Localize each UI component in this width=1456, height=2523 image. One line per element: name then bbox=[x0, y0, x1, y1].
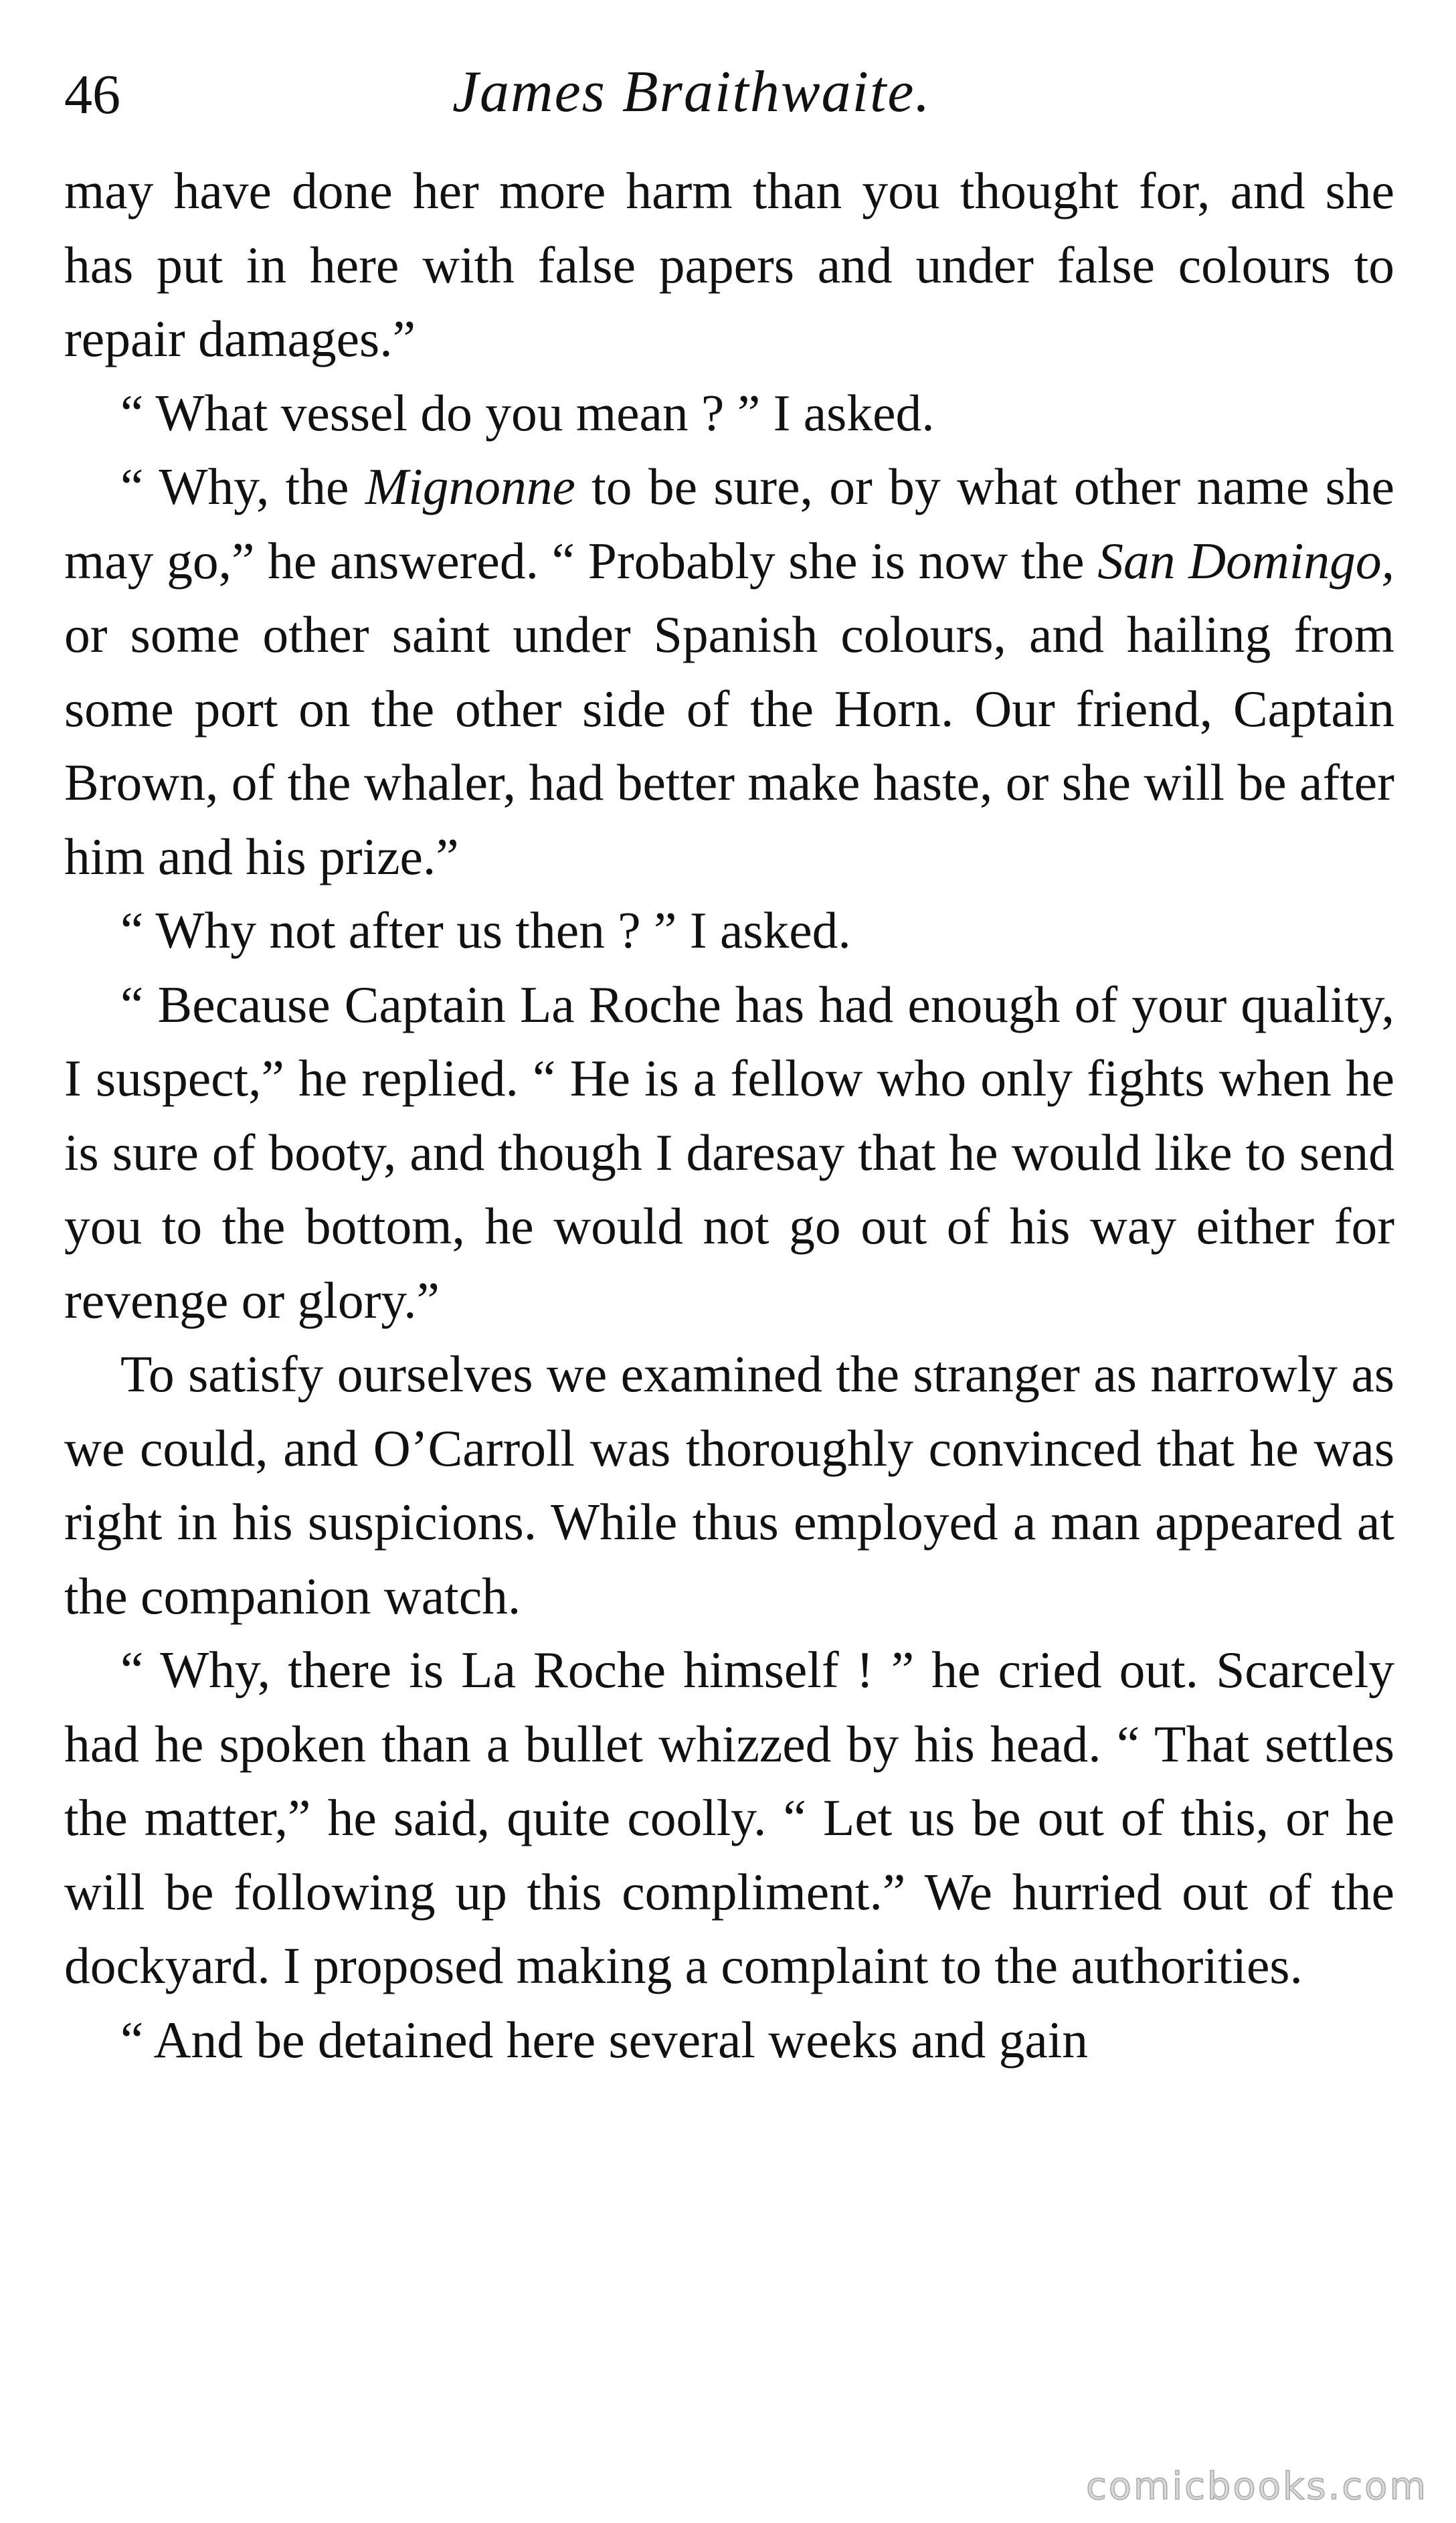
paragraph bbox=[64, 893, 1394, 968]
paragraph-text: “ Why not after us then ? ” I asked. bbox=[120, 901, 851, 959]
paragraph-text: may have done her more harm than you thought for, and she has put in here with false papers and under false colours to repair damages.” bbox=[64, 162, 1394, 367]
book-page bbox=[64, 54, 1394, 2077]
running-head bbox=[64, 54, 1394, 154]
paragraph-text: “ Because Captain La Roche has had enough of your quality, I suspect,” he replied. “ He is a fellow who only fights when he is sure of booty, and though I daresay that he would like to send you to the bottom, he would not go out of his way either for revenge or glory.” bbox=[64, 975, 1394, 1329]
page-number: 46 bbox=[64, 64, 120, 126]
paragraph bbox=[64, 1633, 1394, 2003]
paragraph bbox=[64, 376, 1394, 450]
paragraph-text: “ Why, there is La Roche himself ! ” he cried out. Scarcely had he spoken than a bullet whizzed by his head. “ That settles the matter,” he said, quite coolly. “ Let us be out of this, or he will be following up this compliment.” We hurried out of the dockyard. I proposed making a complaint to the authorities. bbox=[64, 1641, 1394, 1994]
paragraph bbox=[64, 2003, 1394, 2077]
paragraph-text: “ Why, the bbox=[120, 458, 365, 515]
ship-name: San Domingo, bbox=[1097, 531, 1395, 590]
paragraph-text: To satisfy ourselves we examined the stranger as narrowly as we could, and O’Carroll was thoroughly convinced that he was right in his suspicions. While thus employed a man appeared at the companion watch. bbox=[64, 1345, 1394, 1625]
running-title: James Braithwaite. bbox=[452, 60, 931, 124]
paragraph-text: “ What vessel do you mean ? ” I asked. bbox=[120, 383, 935, 442]
paragraph-text: “ And be detained here several weeks and gain bbox=[120, 2010, 1089, 2069]
paragraph-text: or some other saint under Spanish colours, and hailing from some port on the other side of the Horn. Our friend, Captain Brown, of the whaler, had better make haste, or she will be after him and his prize.” bbox=[64, 606, 1394, 885]
paragraph bbox=[64, 450, 1394, 893]
ship-name: Mignonne bbox=[365, 458, 575, 515]
paragraph bbox=[64, 968, 1394, 1338]
body-text bbox=[64, 154, 1394, 2077]
watermark: comicbooks.com bbox=[1085, 2465, 1428, 2508]
paragraph-text: to be sure, or by what other name she may go,” he answered. “ Probably she is now the bbox=[64, 458, 1394, 590]
paragraph bbox=[64, 154, 1394, 376]
paragraph bbox=[64, 1337, 1394, 1633]
